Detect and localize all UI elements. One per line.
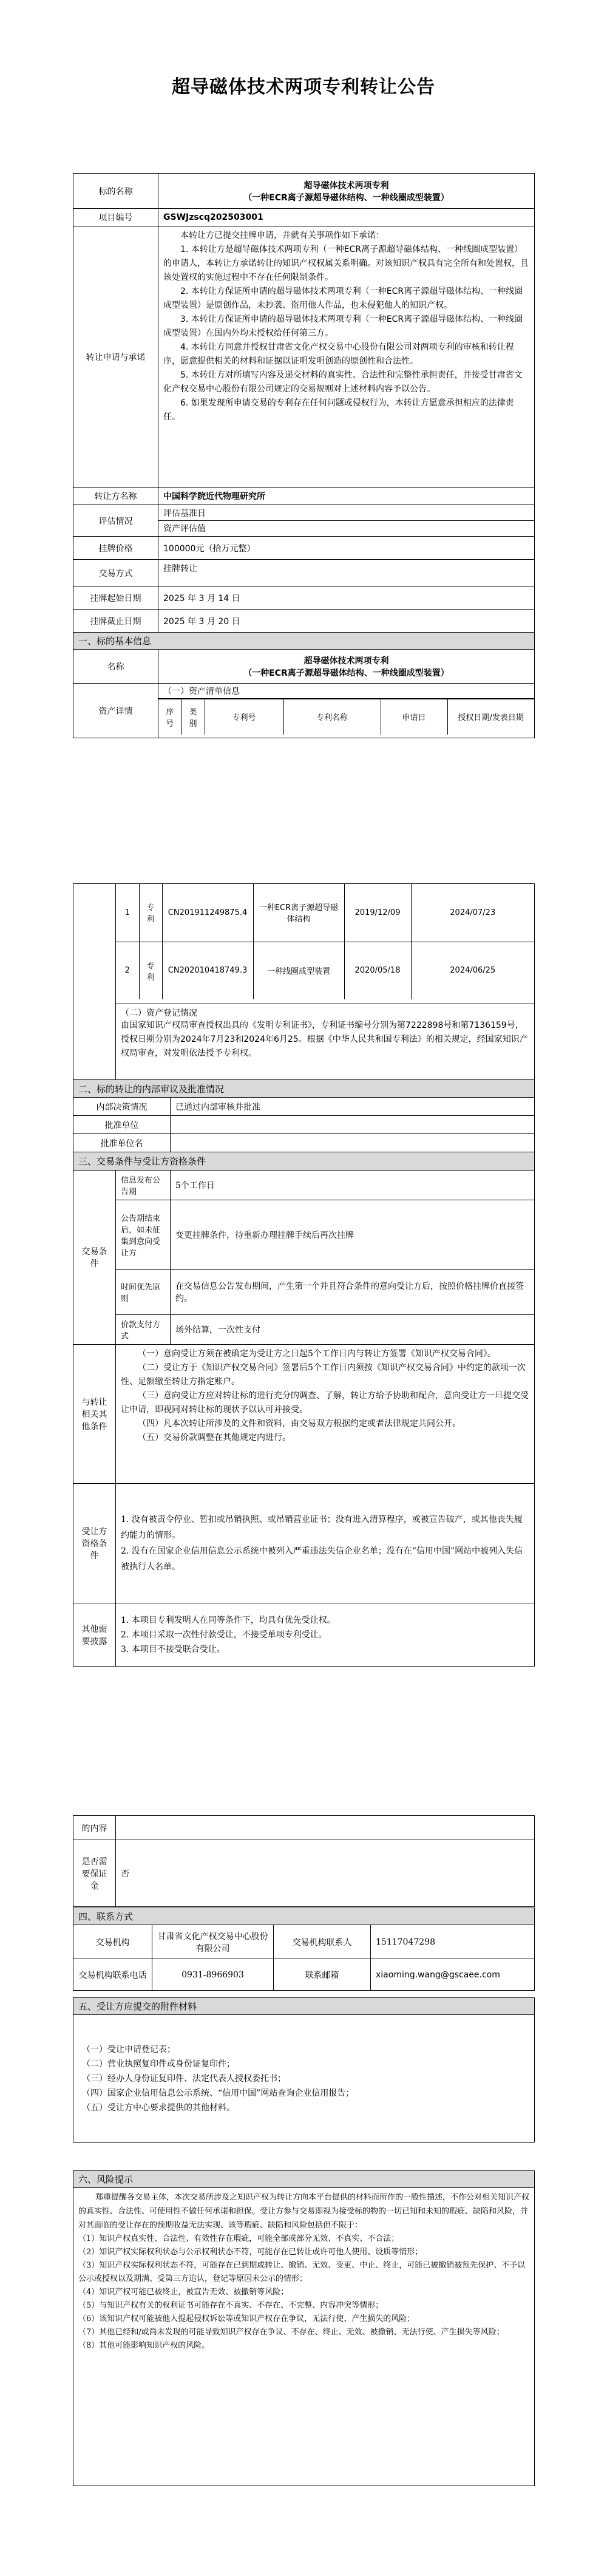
doc-value bbox=[171, 1134, 535, 1152]
asset-label: 资产详情 bbox=[73, 684, 158, 738]
section-risk-title: 六、风险提示 bbox=[73, 2171, 535, 2188]
top-label-1: 的内容 bbox=[73, 1816, 116, 1840]
contact-label: 交易机构联系人 bbox=[274, 1925, 371, 1959]
risk-content: 郑重提醒各交易主体，本次交易所涉及之知识产权为转让方向本平台提供的材料而所作的一般性描述，不作公对相关知识产权的真实性、合法性、可使用性不做任何承诺和担保。受让方参与交易即视为接受标的物的一切已知和未知的瑕疵、缺陷和风险，并对其面临的受让存在的预期收益无法实现、该等瑕疵、缺陷和风险包括但不限于： （1）知识产权真实性、合法性、有效性存在瑕疵，可能全部或部分无效、不真实、不合法； （2）知识产权实际权利状态与公示权利状态不符，可能存在已转让或许可他人使用、设质等情形； （3）知识产权实际权利状态不符，可能存在已到期或转让、撤销、无效、变更、中止、终止，可能已被撤销被预先保护、不予以公示或授权以及期满、受第三方追认，登记等原因未公示的情形； （4）知识产权可能已被终止，被宣告无效、被撤销等风险； （5）与知识产权有关的权利证书可能存在不真实、不存在、不完整、内容冲突等情形； （6）该知识产权可能被他人提起侵权诉讼等或知识产权存在争议，无法行使、产生损失的风险； （7）其他已经和/或尚未发现的可能导致知识产权存在争议、不存在、终止、无效、被撤销、无法行使、产生损失等风险； （8）其他可能影响知识产权的风险。 bbox=[73, 2188, 535, 2486]
col-no: 序号 bbox=[158, 699, 181, 735]
section-contact-title: 四、联系方式 bbox=[73, 1908, 535, 1925]
start-label: 挂牌起始日期 bbox=[73, 586, 158, 610]
approver-value bbox=[171, 1116, 535, 1134]
basic-name-label: 名称 bbox=[73, 650, 158, 684]
contact-table bbox=[73, 1908, 535, 1991]
email-label: 联系邮箱 bbox=[274, 1959, 371, 1991]
eval-base-date: 评估基准日 bbox=[158, 506, 534, 521]
materials-table bbox=[73, 1997, 535, 2143]
table-row: 1 专利 CN201911249875.4 一种ECR离子源超导磁体结构 2019/12/09 2024/07/23 bbox=[116, 884, 534, 942]
price-value: 100000元（拾万元整） bbox=[158, 537, 535, 560]
eval-value: 资产评估值 bbox=[163, 524, 206, 534]
cert-title: （二）资产登记情况 bbox=[121, 1008, 197, 1019]
price-label: 挂牌价格 bbox=[73, 537, 158, 560]
page-title: 超导磁体技术两项专利转让公告 bbox=[172, 76, 435, 98]
code-value: GSWJzscq202503001 bbox=[158, 209, 535, 226]
org-label: 交易机构 bbox=[73, 1925, 152, 1959]
name-label: 标的名称 bbox=[73, 174, 158, 209]
table-row: 2 专利 CN202010418749.3 一种线圈成型装置 2020/05/18 2024/06/25 bbox=[116, 942, 534, 999]
cert-block bbox=[116, 1004, 535, 1080]
asset-subtitle: （一）资产清单信息 bbox=[158, 684, 534, 699]
code-label: 项目编号 bbox=[73, 209, 158, 226]
cert-text: 由国家知识产权局审查授权出具的《发明专利证书》，专利证书编号分别为第7222898号和第7136159号，授权日期分别为2024年7月23和2024年6月25。根据《中华人民共和国专利法》的相关规定，经国家知识产权局审查，对发明依法授予专利权。 bbox=[121, 1021, 528, 1059]
eval-label: 评估情况 bbox=[73, 505, 158, 537]
internal-value: 已通过内部审核并批准 bbox=[171, 1098, 535, 1116]
statement-label: 转让申请与承诺 bbox=[73, 226, 158, 488]
method-label: 交易方式 bbox=[73, 560, 158, 586]
doc-label: 批准单位名 bbox=[73, 1134, 171, 1152]
approver-label: 批准单位 bbox=[73, 1116, 171, 1134]
col-name: 专利名称 bbox=[283, 699, 381, 735]
eligible-label: 受让方资格条件 bbox=[73, 1483, 116, 1603]
section-basic-info-title: 一、标的基本信息 bbox=[73, 633, 535, 650]
transferor-value: 中国科学院近代物理研究所 bbox=[158, 488, 535, 505]
tel-value: 0931-8966903 bbox=[152, 1959, 274, 1991]
deposit-label: 是否需要保证金 bbox=[73, 1840, 116, 1907]
end-value: 2025 年 3 月 20 日 bbox=[158, 610, 535, 633]
qual-list: （一）意向受让方须在被确定为受让方之日起5个工作日内与转让方签署《知识产权交易合同》。 （二）受让方于《知识产权交易合同》签署后5个工作日内须按《知识产权交易合同》中约定的款项一次性、足额缴至转让方指定账户。 （三）意向受让方应对转让标的进行充分的调查、了解，转让方给予协助和配合，意向受让方一旦提交受让申请，即视同对转让标的现状予以认可并接受。 （四）凡本次转让所涉及的文件和资料，由交易双方根据约定或者法律规定共同公开。 （五）交易价款调整在其他规定内进行。 bbox=[116, 1345, 535, 1484]
method-value: 挂牌转让 bbox=[158, 560, 535, 586]
col-type: 类别 bbox=[181, 699, 205, 735]
start-value: 2025 年 3 月 14 日 bbox=[158, 586, 535, 610]
basic-name-value: 超导磁体技术两项专利 （一种ECR离子源超导磁体结构、一种线圈成型装置） bbox=[158, 650, 535, 684]
asset-table-header bbox=[158, 699, 534, 735]
name-value: 超导磁体技术两项专利 （一种ECR离子源超导磁体结构、一种线圈成型装置） bbox=[158, 174, 535, 209]
qual-label: 与转让相关其他条件 bbox=[73, 1345, 116, 1484]
email-value[interactable]: xiaoming.wang@gscaee.com bbox=[371, 1959, 535, 1991]
col-grant: 授权日期/发表日期 bbox=[447, 699, 534, 735]
statement-content: 本转让方已提交挂牌申请，并就有关事项作如下承诺： 1. 本转让方是超导磁体技术两项专利（一种ECR离子源超导磁体结构、一种线圈成型装置）的申请人，本转让方承诺转让的知识产权权属关系明确。对该知识产权具有完全所有和处置权，且该处置权的实施过程中不存在任何限制条件。 2. 本转让方保证所申请的超导磁体技术两项专利（一种ECR离子源超导磁体结构、一种线圈成型装置）是原创作品，未抄袭、盗用他人作品，也未侵犯他人的知识产权。 3. 本转让方保证所申请的超导磁体技术两项专利（一种ECR离子源超导磁体结构、一种线圈成型装置）在国内外均未授权给任何第三方。 4. 本转让方同意并授权甘肃省文化产权交易中心股份有限公司对两项专利的审核和转让程序，愿意提供相关的材料和证据以证明发明创造的原创性和合法性。 5. 本转让方对所填写内容及递交材料的真实性、合法性和完整性承担责任，并接受甘肃省文化产权交易中心股份有限公司规定的交易规则对上述材料内容予以公告。 6. 如果发现所申请交易的专利存在任何问题或侵权行为，本转让方愿意承担相应的法律责任。 bbox=[158, 226, 535, 488]
cond-label: 交易条件 bbox=[73, 1170, 116, 1345]
other-label: 其他需要披露 bbox=[73, 1603, 116, 1667]
other-list: 1. 本项目专利发明人在同等条件下，均具有优先受让权。 2. 本项目采取一次性付款受让，不接受单项专利受让。 3. 本项目不接受联合受让。 bbox=[116, 1603, 535, 1667]
section-internal-title: 二、标的转让的内部审议及批准情况 bbox=[73, 1080, 535, 1098]
listing-summary-table bbox=[73, 173, 535, 738]
tel-label: 交易机构联系电话 bbox=[73, 1959, 152, 1991]
end-label: 挂牌截止日期 bbox=[73, 610, 158, 633]
col-number: 专利号 bbox=[205, 699, 283, 735]
internal-label: 内部决策情况 bbox=[73, 1098, 171, 1116]
deposit-value: 否 bbox=[116, 1840, 535, 1907]
col-apply: 申请日 bbox=[381, 699, 447, 735]
materials-list: （一）受让申请登记表； （二）营业执照复印件或身份证复印件； （三）经办人身份证复印件、法定代表人授权委托书； （四）国家企业信用信息公示系统、“信用中国”网站查询企业信用报告； （五）受让方中心要求提供的其他材料。 bbox=[73, 2015, 535, 2143]
patent-list bbox=[116, 884, 534, 999]
section-materials-title: 五、受让方应提交的附件材料 bbox=[73, 1998, 535, 2015]
org-value: 甘肃省文化产权交易中心股份有限公司 bbox=[152, 1925, 274, 1959]
transferor-label: 转让方名称 bbox=[73, 488, 158, 505]
contact-value: 15117047298 bbox=[371, 1925, 535, 1959]
risk-table bbox=[73, 2170, 535, 2486]
conditions-table: 1 专利 CN201911249875.4 一种ECR离子源超导磁体结构 2019/12/09 2024/07/23 2 专利 CN202010418749.3 一种线圈成型装置 2020/05/18 2024/06/25 （二）资产登记情况 由国家知识产权局审查授权出具的《发明专利证书》，专利证书编号分别为第7222898号和第7136159号，授权日期分别为2024年7月23和2024年6月25。根据《中华人民共和国专利法》的相关规定，经国家知识产权局审查，对发明依法授予专利权。 二、标的转让的内部审议及批准情况 内部决策情况 已通过内部审核并批准 批准单位 批准单位名 三、交易条件与受让方资格条件 交易条件 信息发布公告期 5个工作日 公告期结束后，如未征集到意向受让方 变更挂牌条件，待重新办理挂牌手续后再次挂牌 时间优先原则 在交易信息公告发布期间，产生第一个并且符合条件的意向受让方后，按照价格挂牌价直接签约。 价款支付方式 场外结算，一次性支付 与转让相关其他条件 （一）意向受让方须在被确定为受让方之日起5个工作日内与转让方签署《知识产权交易合同》。 （二）受让方于《知识产权交易合同》签署后5个工作日内须按《知识产权交易合同》中约定的款项一次性、足额缴至转让方指定账户。 （三）意向受让方应对转让标的进行充分的调查、了解，转让方给予协助和配合，意向受让方一旦提交受让申请，即视同对转让标的现状予以认可并接受。 （四）凡本次转让所涉及的文件和资料，由交易双方根据约定或者法律规定共同公开。 （五）交易价款调整在其他规定内进行。 受让方资格条件 1. 没有被责令停业、暂扣或吊销执照、或吊销营业证书；没有进入清算程序，或被宣告破产，或其他丧失履约能力的情形。 2. 没有在国家企业信用信息公示系统中被列入严重违法失信企业名单；没有在“信用中国”网站中被列入失信被执行人名单。 其他需要披露 1. 本项目专利发明人在同等条件下，均具有优先受让权。 2. 本项目采取一次性付款受让，不接受单项专利受让。 3. 本项目不接受联合受让。 bbox=[73, 883, 535, 1667]
deposit-table bbox=[73, 1815, 535, 1907]
section-conditions-title: 三、交易条件与受让方资格条件 bbox=[73, 1152, 535, 1170]
eligible-text: 1. 没有被责令停业、暂扣或吊销执照、或吊销营业证书；没有进入清算程序，或被宣告破产，或其他丧失履约能力的情形。 2. 没有在国家企业信用信息公示系统中被列入严重违法失信企业名单；没有在“信用中国”网站中被列入失信被执行人名单。 bbox=[116, 1483, 535, 1603]
